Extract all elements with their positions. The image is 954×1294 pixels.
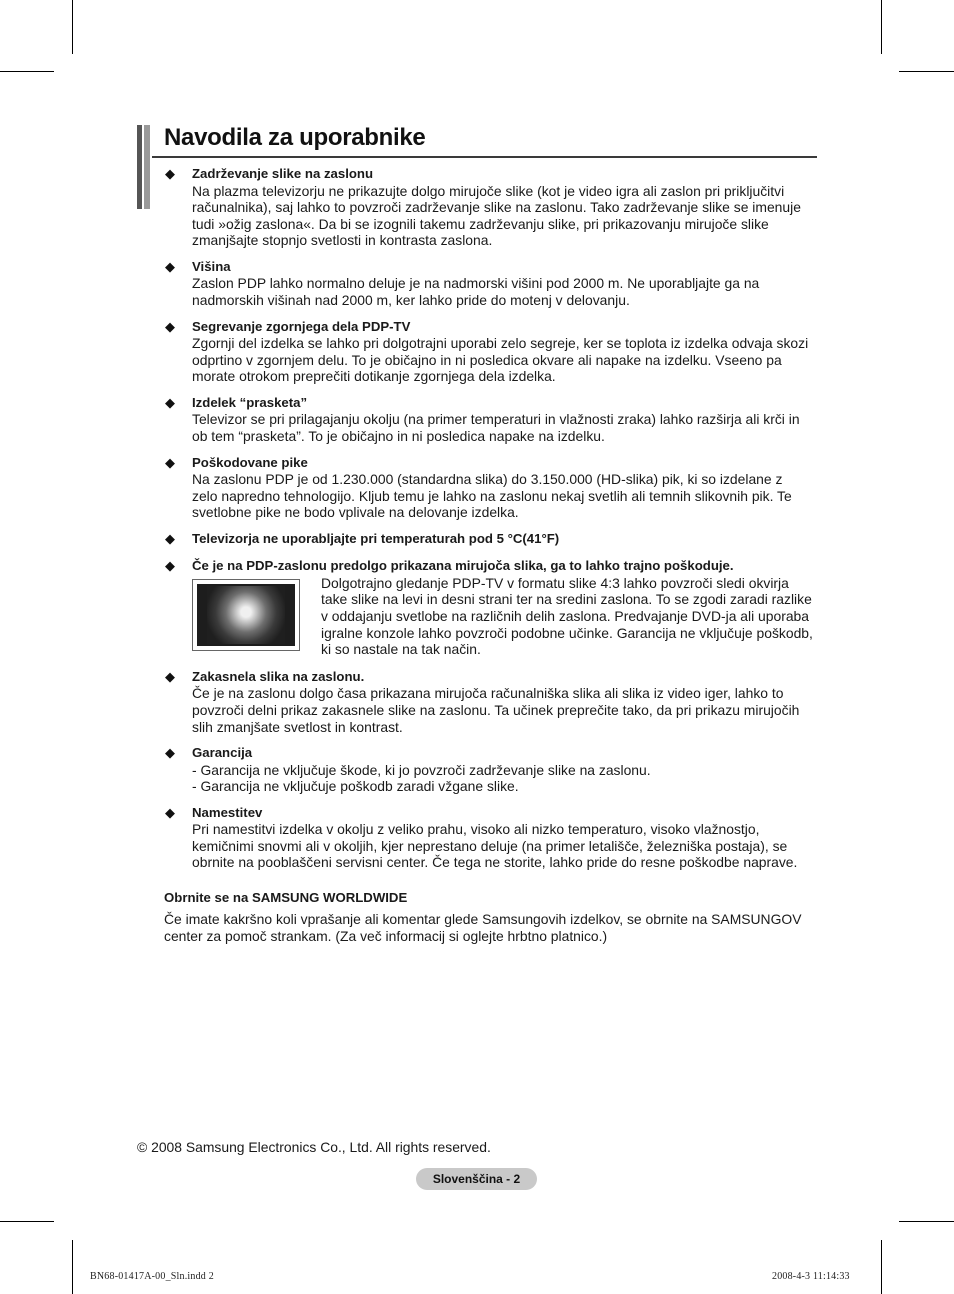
body-line: slih zmanjšate svetlost in kontrast. [192, 718, 403, 735]
item-title: Če je na PDP-zaslonu predolgo prikazana mirujoča slika, ga to lahko trajno poškoduje. [192, 558, 734, 574]
diamond-bullet-icon: ◆ [165, 530, 175, 546]
diamond-bullet-icon: ◆ [165, 745, 175, 761]
list-item [164, 558, 816, 659]
body-line: Če je na zaslonu dolgo časa prikazana mirujoča računalniška slika ali slika iz video iger, lahko to [192, 685, 784, 702]
section-heading: Obrnite se na SAMSUNG WORLDWIDE [164, 890, 408, 905]
body-line: obrnite na pooblaščeni servisni center. Če tega ne storite, lahko pride do resne poškodbe naprave. [192, 854, 798, 871]
flower-image [207, 586, 285, 644]
item-body [192, 575, 816, 659]
body-line: center za pomoč strankam. (Za več informacij si oglejte hrbtno platnico.) [164, 928, 608, 944]
body-line: ki so nastale na tak način. [321, 641, 481, 658]
item-body [192, 821, 816, 871]
body-line: odprtino v zgornjem delu. To je običajno in ni posledica okvare ali napake na izdelku. Vseeno pa [192, 351, 782, 368]
diamond-bullet-icon: ◆ [165, 454, 175, 470]
screen-burn-illustration [192, 579, 300, 651]
section-body [164, 911, 816, 945]
page-title: Navodila za uporabnike [164, 124, 426, 151]
list-item [164, 166, 816, 249]
diamond-bullet-icon: ◆ [165, 558, 175, 574]
crop-mark [881, 1240, 882, 1294]
list-item [164, 455, 816, 521]
body-line: Na plazma televizorju ne prikazujte dolgo mirujoče slike (kot je video igra ali zaslon pri priključitvi [192, 182, 785, 199]
item-title: Poškodovane pike [192, 454, 308, 470]
item-body [192, 183, 816, 249]
item-title: Televizorja ne uporabljajte pri temperaturah pod 5 °C(41°F) [192, 530, 560, 546]
print-slug-timestamp: 2008-4-3 11:14:33 [772, 1271, 850, 1282]
page-number-badge: Slovenščina - 2 [416, 1168, 537, 1190]
crop-mark [0, 71, 54, 72]
crop-mark [0, 1221, 54, 1222]
body-line: Zaslon PDP lahko normalno deluje je na nadmorski višini pod 2000 m. Ne uporabljajte ga na [192, 275, 760, 292]
item-title: Izdelek “prasketa” [192, 394, 308, 410]
title-underline [152, 156, 817, 158]
item-title: Višina [192, 258, 231, 274]
list-item [164, 259, 816, 309]
list-item [164, 745, 816, 795]
body-line: povzroči delni prikaz zakasnele slike na zaslonu. Ta učinek preprečite tako, da pri prikazu mirujočih [192, 701, 800, 718]
print-slug-file: BN68-01417A-00_Sln.indd 2 [90, 1271, 214, 1282]
item-body [192, 471, 816, 521]
body-line: igralne konzole lahko povzroči podobne učinke. Garancija ne vključuje poškodb, [321, 624, 813, 641]
body-line: Zgornji del izdelka se lahko pri dolgotrajni uporabi zelo segreje, ker se toplota iz izdelka odvaja skozi [192, 335, 809, 352]
list-item [164, 531, 816, 548]
body-line: svetlobne pike ne bodo vplivale na delovanje izdelka. [192, 504, 519, 521]
worldwide-contact-section [164, 890, 816, 945]
item-title: Garancija [192, 745, 253, 761]
list-item [164, 669, 816, 735]
crop-mark [72, 0, 73, 54]
body-line: Na zaslonu PDP je od 1.230.000 (standardna slika) do 3.150.000 (HD-slika) pik, ki so izdelane z [192, 471, 783, 488]
body-line: ob tem “prasketa”. To je običajno in ni posledica napake na izdelku. [192, 427, 605, 444]
body-line: Če imate kakršno koli vprašanje ali komentar glede Samsungovih izdelkov, se obrnite na SAMSUNGOV [164, 911, 802, 927]
diamond-bullet-icon: ◆ [165, 318, 175, 334]
diamond-bullet-icon: ◆ [165, 258, 175, 274]
title-bar-dark [137, 125, 142, 209]
instructions-list [164, 166, 816, 871]
list-item [164, 805, 816, 871]
body-line: zmanjšajte stopnjo svetlosti in kontrasta zaslona. [192, 232, 493, 249]
item-title: Segrevanje zgornjega dela PDP-TV [192, 318, 411, 334]
list-item [164, 395, 816, 445]
body-line: računalnika), saj lahko to povzroči zadrževanje slike na zaslonu. Tako zadrževanje slike se imenuje [192, 199, 801, 216]
list-item [164, 319, 816, 385]
item-body [192, 685, 816, 735]
item-title: Namestitev [192, 804, 263, 820]
crop-mark [72, 1240, 73, 1294]
item-body [192, 762, 816, 795]
body-line: v oddajanju svetlobe na različnih delih zaslona. Predvajanje DVD-ja ali uporaba [321, 608, 810, 624]
body-line: - Garancija ne vključuje poškodb zaradi vžgane slike. [192, 778, 519, 795]
diamond-bullet-icon: ◆ [165, 166, 175, 181]
item-body [192, 335, 816, 385]
body-line: Televizor se pri prilagajanju okolju (na primer temperaturi in vlažnosti zraka) lahko razširja ali krči in [192, 411, 800, 428]
tv-screen-image [197, 584, 295, 646]
crop-mark [899, 71, 954, 72]
body-line: morate otrokom preprečiti dotikanje zgornjega dela izdelka. [192, 368, 556, 385]
crop-mark [881, 0, 882, 54]
body-line: zelo napredno tehnologijo. Kljub temu je lahko na zaslonu nekaj svetlih ali temnih slikovnih pik. Te [192, 487, 792, 504]
crop-mark [899, 1221, 954, 1222]
body-line: tudi »ožig zaslona«. Da bi se izognili takemu zadrževanju slike, pri prikazovanju mirujoče slike [192, 215, 769, 232]
body-line: kemičnimi snovmi ali v okoljih, kjer neprestano deluje (na primer letališče, železniška postaja), se [192, 837, 788, 854]
body-line: - Garancija ne vključuje škode, ki jo povzroči zadrževanje slike na zaslonu. [192, 761, 651, 778]
body-line: nadmorskih višinah nad 2000 m, ker lahko pride do motenj v delovanju. [192, 291, 630, 308]
body-line: Dolgotrajno gledanje PDP-TV v formatu slike 4:3 lahko povzroči sledi okvirja [321, 574, 789, 591]
diamond-bullet-icon: ◆ [165, 804, 175, 820]
diamond-bullet-icon: ◆ [165, 668, 175, 684]
diamond-bullet-icon: ◆ [165, 394, 175, 410]
body-line: Pri namestitvi izdelka v okolju z veliko prahu, visoko ali nizko temperaturo, visoko vlažnostjo, [192, 821, 760, 838]
item-title: Zadrževanje slike na zaslonu [192, 166, 374, 181]
item-title: Zakasnela slika na zaslonu. [192, 668, 365, 684]
title-bar-light [144, 125, 150, 209]
item-body [192, 411, 816, 444]
copyright-notice: © 2008 Samsung Electronics Co., Ltd. All rights reserved. [137, 1139, 491, 1155]
body-line: take slike na levi in desni strani ter na sredini zaslona. To se zgodi zaradi razlike [321, 591, 812, 608]
title-decoration-bars [137, 125, 153, 209]
item-body [192, 275, 816, 308]
